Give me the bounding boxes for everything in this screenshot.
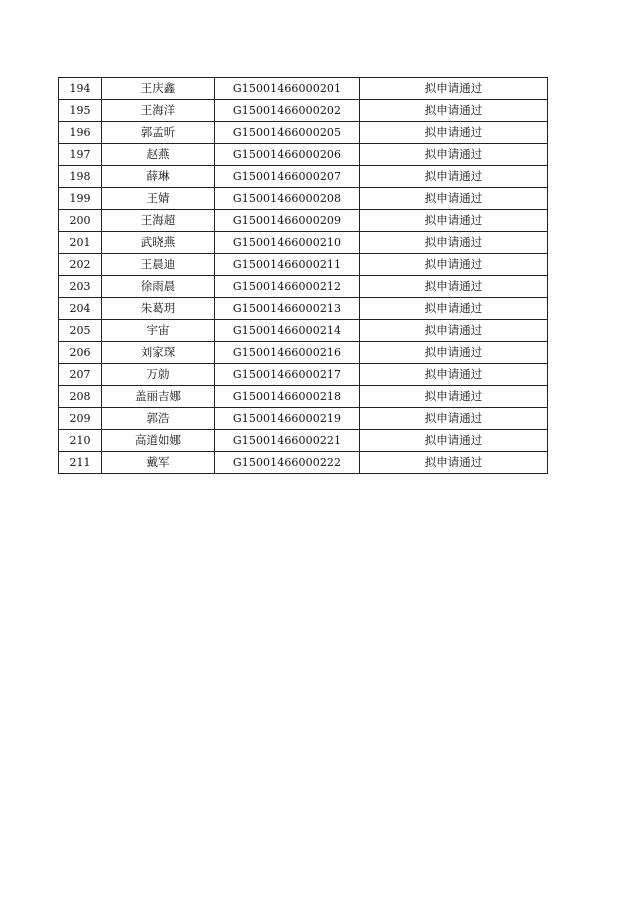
name-cell: 王晨迪 — [102, 254, 215, 276]
name-cell: 戴军 — [102, 452, 215, 474]
row-number-cell: 194 — [59, 78, 102, 100]
row-number-cell: 211 — [59, 452, 102, 474]
code-cell: G15001466000213 — [215, 298, 360, 320]
row-number-cell: 200 — [59, 210, 102, 232]
row-number-cell: 206 — [59, 342, 102, 364]
row-number-cell: 204 — [59, 298, 102, 320]
status-cell: 拟申请通过 — [360, 232, 548, 254]
status-cell: 拟申请通过 — [360, 122, 548, 144]
row-number-cell: 207 — [59, 364, 102, 386]
code-cell: G15001466000211 — [215, 254, 360, 276]
row-number-cell: 196 — [59, 122, 102, 144]
row-number-cell: 209 — [59, 408, 102, 430]
code-cell: G15001466000222 — [215, 452, 360, 474]
name-cell: 朱葛玥 — [102, 298, 215, 320]
status-cell: 拟申请通过 — [360, 276, 548, 298]
code-cell: G15001466000219 — [215, 408, 360, 430]
table-row — [59, 276, 548, 298]
table-row — [59, 342, 548, 364]
row-number-cell: 195 — [59, 100, 102, 122]
row-number-cell: 201 — [59, 232, 102, 254]
table-row — [59, 408, 548, 430]
table-row — [59, 166, 548, 188]
table-row — [59, 452, 548, 474]
status-cell: 拟申请通过 — [360, 386, 548, 408]
table-row — [59, 122, 548, 144]
row-number-cell: 205 — [59, 320, 102, 342]
row-number-cell: 202 — [59, 254, 102, 276]
row-number-cell: 203 — [59, 276, 102, 298]
code-cell: G15001466000208 — [215, 188, 360, 210]
table-row — [59, 430, 548, 452]
code-cell: G15001466000217 — [215, 364, 360, 386]
code-cell: G15001466000218 — [215, 386, 360, 408]
code-cell: G15001466000206 — [215, 144, 360, 166]
code-cell: G15001466000210 — [215, 232, 360, 254]
roster-table — [58, 77, 548, 474]
table-row — [59, 144, 548, 166]
table-row — [59, 232, 548, 254]
table-row — [59, 298, 548, 320]
row-number-cell: 199 — [59, 188, 102, 210]
status-cell: 拟申请通过 — [360, 452, 548, 474]
code-cell: G15001466000202 — [215, 100, 360, 122]
status-cell: 拟申请通过 — [360, 298, 548, 320]
table-row — [59, 254, 548, 276]
name-cell: 王海超 — [102, 210, 215, 232]
status-cell: 拟申请通过 — [360, 408, 548, 430]
name-cell: 郭浩 — [102, 408, 215, 430]
status-cell: 拟申请通过 — [360, 78, 548, 100]
status-cell: 拟申请通过 — [360, 254, 548, 276]
status-cell: 拟申请通过 — [360, 364, 548, 386]
name-cell: 郭孟昕 — [102, 122, 215, 144]
table-row — [59, 210, 548, 232]
code-cell: G15001466000216 — [215, 342, 360, 364]
table-row — [59, 386, 548, 408]
code-cell: G15001466000201 — [215, 78, 360, 100]
code-cell: G15001466000212 — [215, 276, 360, 298]
status-cell: 拟申请通过 — [360, 188, 548, 210]
name-cell: 徐雨晨 — [102, 276, 215, 298]
row-number-cell: 197 — [59, 144, 102, 166]
table-row — [59, 78, 548, 100]
code-cell: G15001466000207 — [215, 166, 360, 188]
table-row — [59, 320, 548, 342]
name-cell: 王婧 — [102, 188, 215, 210]
row-number-cell: 208 — [59, 386, 102, 408]
status-cell: 拟申请通过 — [360, 430, 548, 452]
name-cell: 武晓燕 — [102, 232, 215, 254]
row-number-cell: 210 — [59, 430, 102, 452]
code-cell: G15001466000205 — [215, 122, 360, 144]
name-cell: 盖丽吉娜 — [102, 386, 215, 408]
name-cell: 万勍 — [102, 364, 215, 386]
name-cell: 宇宙 — [102, 320, 215, 342]
name-cell: 薛琳 — [102, 166, 215, 188]
code-cell: G15001466000214 — [215, 320, 360, 342]
status-cell: 拟申请通过 — [360, 342, 548, 364]
name-cell: 赵燕 — [102, 144, 215, 166]
name-cell: 王庆鑫 — [102, 78, 215, 100]
status-cell: 拟申请通过 — [360, 166, 548, 188]
status-cell: 拟申请通过 — [360, 210, 548, 232]
status-cell: 拟申请通过 — [360, 320, 548, 342]
table-row — [59, 188, 548, 210]
code-cell: G15001466000209 — [215, 210, 360, 232]
name-cell: 高道如娜 — [102, 430, 215, 452]
name-cell: 王海洋 — [102, 100, 215, 122]
status-cell: 拟申请通过 — [360, 100, 548, 122]
row-number-cell: 198 — [59, 166, 102, 188]
code-cell: G15001466000221 — [215, 430, 360, 452]
status-cell: 拟申请通过 — [360, 144, 548, 166]
table-row — [59, 100, 548, 122]
roster-table-body — [59, 78, 548, 474]
table-row — [59, 364, 548, 386]
name-cell: 刘家琛 — [102, 342, 215, 364]
